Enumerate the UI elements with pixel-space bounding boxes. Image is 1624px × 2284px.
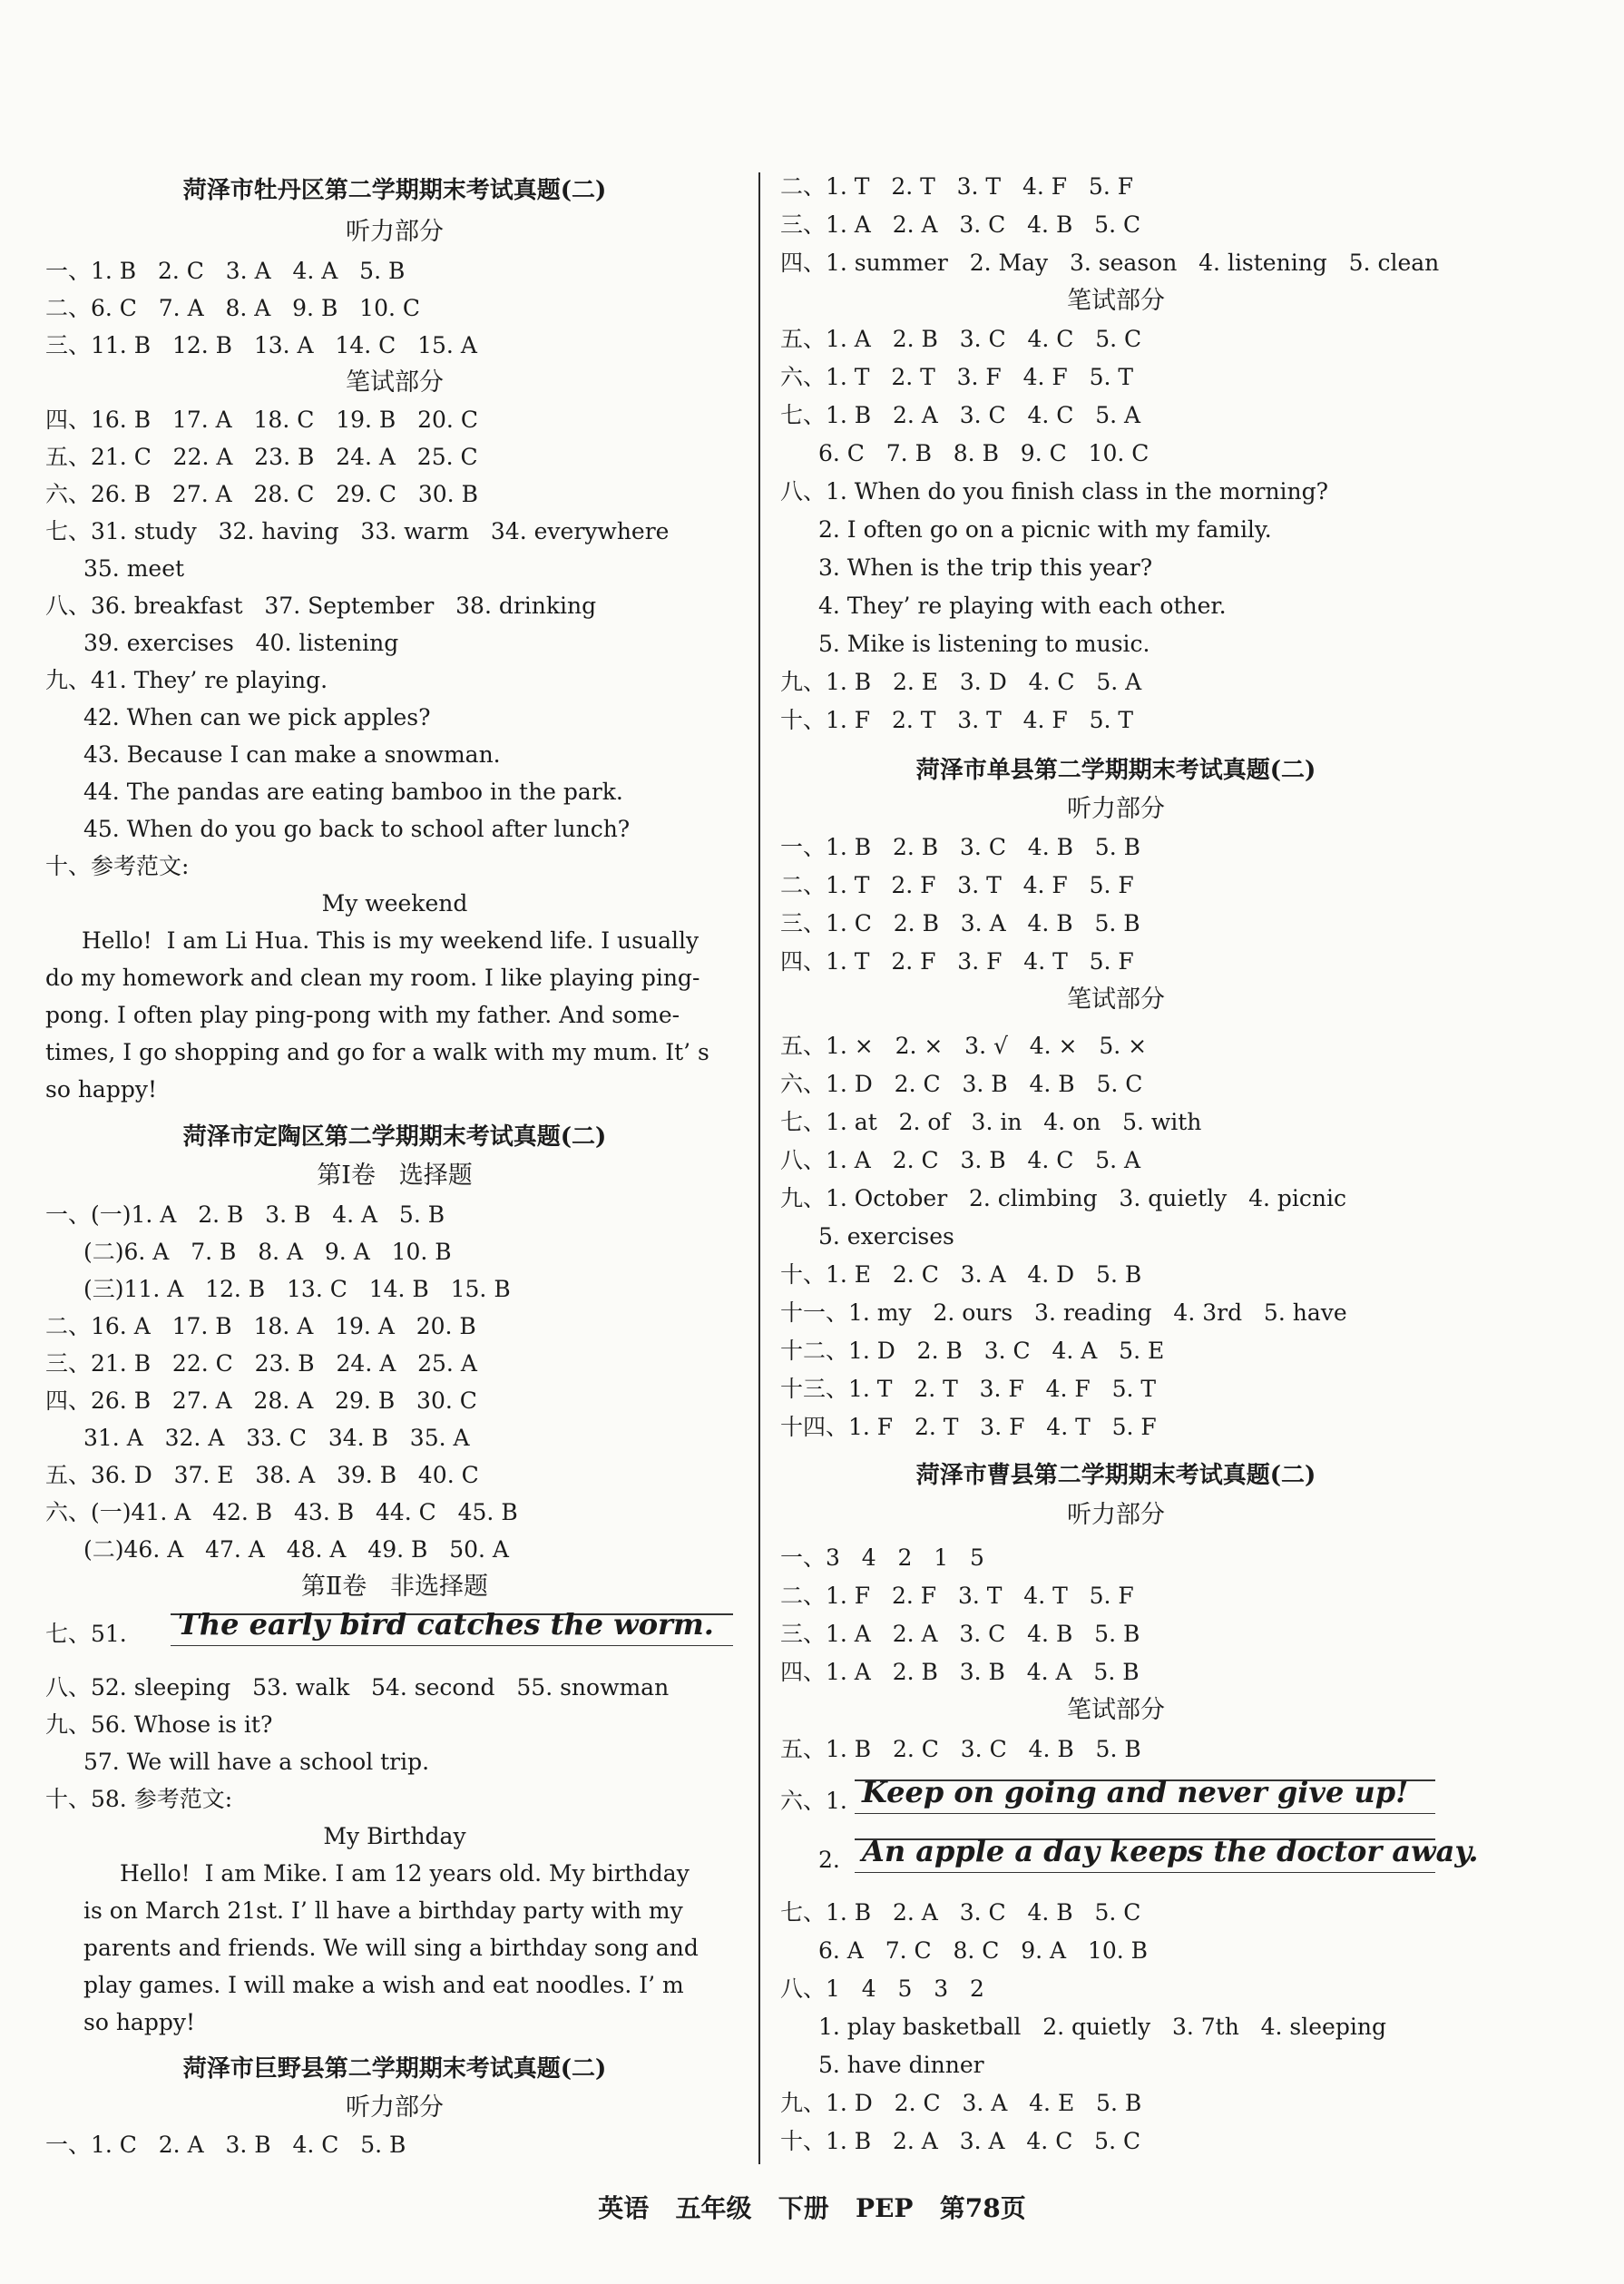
essay-line: play games. I will make a wish and eat noodles. I’ m — [83, 1972, 684, 1998]
answer-line: 一、3 4 2 1 5 — [780, 1544, 984, 1571]
essay-title: My weekend — [321, 890, 468, 917]
handwriting-line — [855, 1776, 1435, 1814]
answer-line: 一、1. C 2. A 3. B 4. C 5. B — [45, 2132, 406, 2158]
answer-line: 5. Mike is listening to music. — [818, 631, 1150, 657]
section-subtitle: 笔试部分 — [1067, 287, 1165, 315]
answer-line: 44. The pandas are eating bamboo in the park. — [83, 779, 623, 805]
answer-line: 二、1. F 2. F 3. T 4. T 5. F — [780, 1583, 1134, 1609]
answer-line: 四、1. A 2. B 3. B 4. A 5. B — [780, 1659, 1140, 1685]
answer-line: 2. I often go on a picnic with my family. — [818, 516, 1272, 543]
answer-line: 十二、1. D 2. B 3. C 4. A 5. E — [780, 1338, 1165, 1364]
answer-line: 三、21. B 22. C 23. B 24. A 25. A — [45, 1350, 477, 1377]
essay-line: do my homework and clean my room. I like playing ping- — [45, 965, 700, 991]
answer-line: 四、1. T 2. F 3. F 4. T 5. F — [780, 948, 1134, 975]
answer-line: 七、31. study 32. having 33. warm 34. everywhere — [45, 518, 670, 544]
section-title: 菏泽市曹县第二学期期末考试真题(二) — [915, 1462, 1316, 1489]
answer-line: 八、1. A 2. C 3. B 4. C 5. A — [780, 1147, 1141, 1173]
answer-line: 45. When do you go back to school after lunch? — [83, 816, 631, 842]
answer-line: 八、1 4 5 3 2 — [780, 1975, 984, 2002]
answer-line: 九、41. They’ re playing. — [45, 667, 328, 693]
answer-line: 二、1. T 2. T 3. T 4. F 5. F — [780, 173, 1134, 200]
answer-line: 六、26. B 27. A 28. C 29. C 30. B — [45, 481, 478, 507]
answer-line: 二、1. T 2. F 3. T 4. F 5. F — [780, 872, 1134, 898]
section-subtitle: 听力部分 — [346, 218, 444, 246]
answer-line: 六、1. — [780, 1788, 847, 1814]
answer-line: 2. — [818, 1847, 840, 1873]
answer-line: 二、6. C 7. A 8. A 9. B 10. C — [45, 295, 421, 321]
section-title: 菏泽市单县第二学期期末考试真题(二) — [915, 757, 1316, 784]
answer-line: 4. They’ re playing with each other. — [818, 593, 1227, 619]
answer-line: 四、26. B 27. A 28. A 29. B 30. C — [45, 1387, 477, 1414]
answer-line: 十、58. 参考范文: — [45, 1786, 233, 1812]
handwriting-text: Keep on going and never give up! — [862, 1775, 1409, 1809]
answer-line: 九、1. B 2. E 3. D 4. C 5. A — [780, 669, 1142, 695]
section-subtitle: 听力部分 — [1067, 1501, 1165, 1529]
answer-line: 五、21. C 22. A 23. B 24. A 25. C — [45, 444, 478, 470]
section-subtitle: 笔试部分 — [1067, 985, 1165, 1014]
answer-line: 三、1. A 2. A 3. C 4. B 5. C — [780, 211, 1141, 238]
answer-line: 十三、1. T 2. T 3. F 4. F 5. T — [780, 1376, 1157, 1402]
answer-line: 七、1. B 2. A 3. C 4. B 5. C — [780, 1899, 1141, 1926]
answer-line: 四、1. summer 2. May 3. season 4. listening 5. clean — [780, 250, 1440, 276]
section-title: 菏泽市牡丹区第二学期期末考试真题(二) — [182, 177, 607, 204]
answer-line: 九、1. October 2. climbing 3. quietly 4. picnic — [780, 1185, 1347, 1211]
answer-line: 十、1. F 2. T 3. T 4. F 5. T — [780, 707, 1134, 733]
essay-line: parents and friends. We will sing a birthday song and — [83, 1935, 699, 1961]
answer-line: 43. Because I can make a snowman. — [83, 741, 501, 768]
answer-line: 五、1. × 2. × 3. √ 4. × 5. × — [780, 1033, 1148, 1059]
answer-line: 九、56. Whose is it? — [45, 1711, 273, 1738]
column-divider — [758, 172, 760, 2164]
answer-line: 二、16. A 17. B 18. A 19. A 20. B — [45, 1313, 476, 1339]
handwriting-line — [171, 1608, 733, 1646]
essay-line: times, I go shopping and go for a walk with my mum. It’ s — [45, 1039, 709, 1065]
section-title: 菏泽市巨野县第二学期期末考试真题(二) — [182, 2055, 607, 2083]
handwriting-line — [855, 1834, 1479, 1873]
answer-line: 42. When can we pick apples? — [83, 704, 431, 730]
answer-line: (二)46. A 47. A 48. A 49. B 50. A — [83, 1536, 509, 1563]
answer-line: 十、1. B 2. A 3. A 4. C 5. C — [780, 2128, 1141, 2154]
section-subtitle: 听力部分 — [346, 2093, 444, 2122]
essay-line: Hello! I am Mike. I am 12 years old. My birthday — [120, 1860, 690, 1887]
section-subtitle: 听力部分 — [1067, 795, 1165, 823]
answer-line: 三、11. B 12. B 13. A 14. C 15. A — [45, 332, 477, 358]
answer-line: 6. C 7. B 8. B 9. C 10. C — [818, 440, 1150, 466]
answer-line: 十一、1. my 2. ours 3. reading 4. 3rd 5. have — [780, 1299, 1347, 1326]
section-subtitle: 笔试部分 — [346, 368, 444, 397]
answer-line: 一、1. B 2. C 3. A 4. A 5. B — [45, 258, 406, 284]
answer-line: 39. exercises 40. listening — [83, 630, 399, 656]
answer-line: 五、36. D 37. E 38. A 39. B 40. C — [45, 1462, 479, 1488]
answer-line: 七、51. — [45, 1621, 127, 1647]
answer-line: 十、参考范文: — [45, 853, 190, 879]
answer-line: 六、1. D 2. C 3. B 4. B 5. C — [780, 1071, 1143, 1097]
page-footer: 英语 五年级 下册 PEP 第78页 — [598, 2193, 1026, 2223]
answer-line: 六、1. T 2. T 3. F 4. F 5. T — [780, 364, 1134, 390]
answer-line: 八、36. breakfast 37. September 38. drinking — [45, 593, 597, 619]
answer-line: 九、1. D 2. C 3. A 4. E 5. B — [780, 2090, 1142, 2116]
section-subtitle: 第Ⅱ卷 非选择题 — [300, 1573, 489, 1601]
handwriting-text: The early bird catches the worm. — [178, 1607, 714, 1642]
answer-line: 十、1. E 2. C 3. A 4. D 5. B — [780, 1261, 1142, 1288]
answer-line: 八、1. When do you finish class in the morning? — [780, 478, 1329, 505]
answer-line: 四、16. B 17. A 18. C 19. B 20. C — [45, 407, 478, 433]
answer-line: 1. play basketball 2. quietly 3. 7th 4. sleeping — [818, 2014, 1386, 2040]
answer-line: 十四、1. F 2. T 3. F 4. T 5. F — [780, 1414, 1157, 1440]
section-subtitle: 笔试部分 — [1067, 1696, 1165, 1724]
handwriting-text: An apple a day keeps the doctor away. — [862, 1834, 1479, 1868]
answer-line: 6. A 7. C 8. C 9. A 10. B — [818, 1937, 1149, 1964]
essay-line: so happy! — [45, 1076, 158, 1103]
essay-line: pong. I often play ping-pong with my father. And some- — [45, 1002, 680, 1028]
answer-line: 5. have dinner — [818, 2052, 984, 2078]
answer-line: (二)6. A 7. B 8. A 9. A 10. B — [83, 1239, 452, 1265]
answer-line: 一、(一)1. A 2. B 3. B 4. A 5. B — [45, 1201, 445, 1228]
essay-line: so happy! — [83, 2009, 196, 2035]
essay-line: Hello! I am Li Hua. This is my weekend life. I usually — [82, 927, 699, 954]
essay-title: My Birthday — [323, 1823, 466, 1849]
answer-line: (三)11. A 12. B 13. C 14. B 15. B — [83, 1276, 511, 1302]
essay-line: is on March 21st. I’ ll have a birthday party with my — [83, 1897, 683, 1924]
answer-line: 三、1. C 2. B 3. A 4. B 5. B — [780, 910, 1140, 936]
answer-line: 五、1. A 2. B 3. C 4. C 5. C — [780, 326, 1142, 352]
section-title: 菏泽市定陶区第二学期期末考试真题(二) — [182, 1123, 607, 1151]
answer-line: 六、(一)41. A 42. B 43. B 44. C 45. B — [45, 1499, 518, 1525]
answer-line: 57. We will have a school trip. — [83, 1749, 430, 1775]
answer-line: 35. meet — [83, 555, 185, 582]
answer-line: 一、1. B 2. B 3. C 4. B 5. B — [780, 834, 1140, 860]
section-subtitle: 第Ⅰ卷 选择题 — [317, 1162, 473, 1190]
answer-line: 5. exercises — [818, 1223, 954, 1250]
answer-line: 七、1. at 2. of 3. in 4. on 5. with — [780, 1109, 1202, 1135]
answer-line: 五、1. B 2. C 3. C 4. B 5. B — [780, 1736, 1141, 1762]
answer-line: 八、52. sleeping 53. walk 54. second 55. snowman — [45, 1674, 670, 1701]
answer-line: 3. When is the trip this year? — [818, 554, 1153, 581]
answer-line: 三、1. A 2. A 3. C 4. B 5. B — [780, 1621, 1140, 1647]
answer-line: 七、1. B 2. A 3. C 4. C 5. A — [780, 402, 1141, 428]
answer-line: 31. A 32. A 33. C 34. B 35. A — [83, 1425, 470, 1451]
